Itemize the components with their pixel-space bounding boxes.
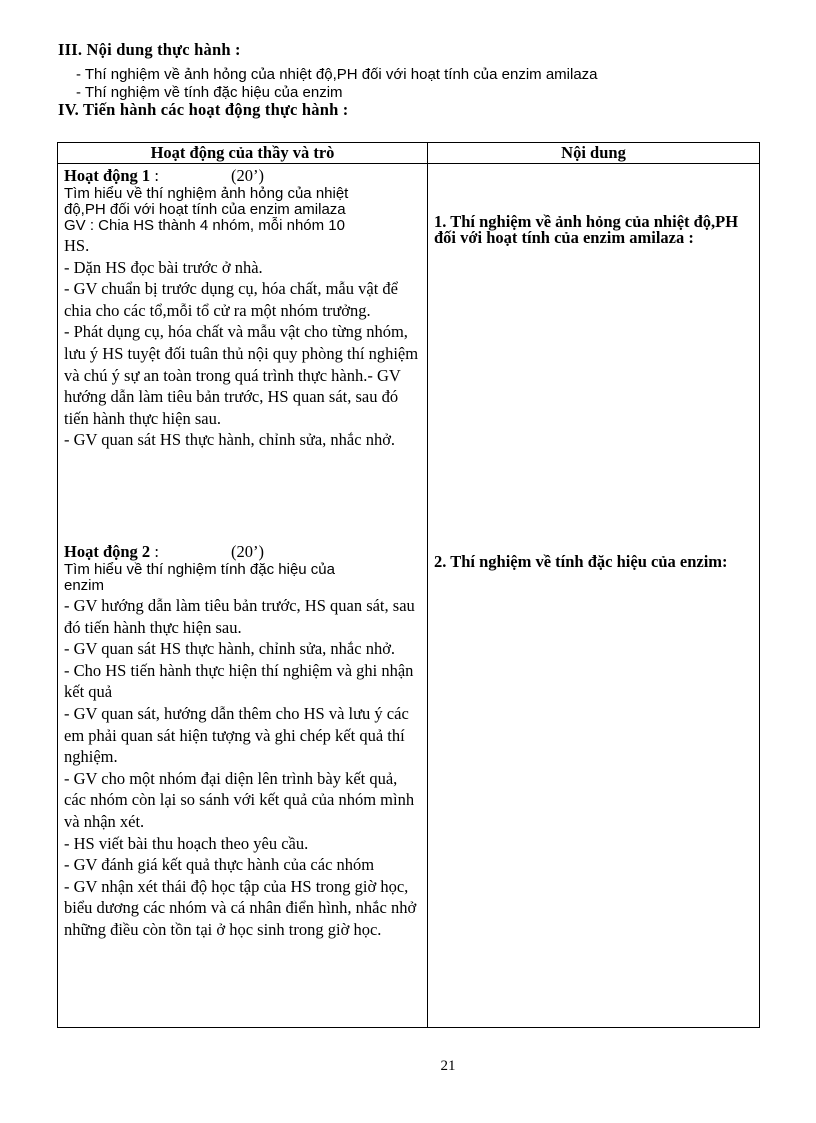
- activity-1: [64, 166, 421, 451]
- activity-1-step: - GV quan sát HS thực hành, chỉnh sửa, nhắc nhở.: [64, 430, 396, 450]
- activity-2: [64, 542, 421, 941]
- content-cell: [428, 164, 760, 1028]
- activity-2-step: - GV quan sát, hướng dẫn thêm cho HS và lưu ý các em phải quan sát hiện tượng và ghi chép kết quả thí nghiệm.: [64, 703, 409, 767]
- content-cell-inner: [428, 164, 759, 1027]
- activity-1-topic: [64, 186, 421, 234]
- activities-cell-inner: [58, 164, 427, 1027]
- activity-1-topic-line: GV : Chia HS thành 4 nhóm, mỗi nhóm 10: [64, 217, 345, 234]
- activity-1-time: (20’): [231, 166, 264, 185]
- content-heading-1: 1. Thí nghiệm về ảnh hỏng của nhiệt độ,PH đối với hoạt tính của enzim amilaza :: [434, 212, 739, 247]
- content-heading-2: 2. Thí nghiệm về tính đặc hiệu của enzim:: [434, 552, 728, 571]
- activity-2-suffix: :: [150, 542, 159, 561]
- activity-2-time: (20’): [231, 542, 264, 561]
- activity-2-step: - GV hướng dẫn làm tiêu bản trước, HS quan sát, sau đó tiến hành thực hiện sau.: [64, 596, 415, 637]
- activity-2-step: - GV quan sát HS thực hành, chỉnh sửa, nhắc nhở.: [64, 639, 396, 659]
- activity-1-steps: [64, 235, 421, 451]
- activity-1-step: - Phát dụng cụ, hóa chất và mẫu vật cho từng nhóm, lưu ý HS tuyệt đối tuân thủ nội quy phòng thí nghiệm và chú ý sự an toàn trong quá trình thực hành.- GV hướng dẫn làm tiêu bản trước, HS quan sát, sau đó tiến hành thực hiện sau.: [64, 322, 419, 428]
- activity-2-heading: [64, 542, 159, 561]
- activities-cell: [58, 164, 428, 1028]
- section3-heading: III. Nội dung thực hành :: [58, 40, 241, 59]
- activity-1-label: Hoạt động 1: [64, 166, 151, 185]
- activity-1-step: HS.: [64, 236, 90, 255]
- activity-2-label: Hoạt động 2: [64, 542, 151, 561]
- activity-1-topic-line: Tìm hiểu về thí nghiệm ảnh hỏng của nhiệt: [64, 185, 349, 202]
- activity-2-topic-line: enzim: [64, 577, 105, 594]
- activity-2-step: - GV đánh giá kết quả thực hành của các nhóm: [64, 855, 375, 875]
- page-number: 21: [440, 1058, 456, 1074]
- col-header-content: Nội dung: [428, 143, 760, 164]
- activity-2-steps: [64, 595, 421, 941]
- bullet-1: - Thí nghiệm về ảnh hỏng của nhiệt độ,PH đối với hoạt tính của enzim amilaza: [76, 66, 598, 83]
- activity-1-step: - Dặn HS đọc bài trước ở nhà.: [64, 257, 263, 277]
- activity-table: [57, 142, 760, 1028]
- activity-1-topic-line: độ,PH đối với hoạt tính của enzim amilaza: [64, 201, 346, 218]
- activity-2-step: - HS viết bài thu hoạch theo yêu cầu.: [64, 833, 309, 853]
- activity-2-step: - GV cho một nhóm đại diện lên trình bày kết quả, các nhóm còn lại so sánh với kết quả của nhóm mình và nhận xét.: [64, 768, 415, 831]
- bullet-2: - Thí nghiệm về tính đặc hiệu của enzim: [76, 84, 343, 101]
- activity-1-step: - GV chuẩn bị trước dụng cụ, hóa chất, mẫu vật để chia cho các tổ,mỗi tổ cử ra một nhóm trưởng.: [64, 279, 398, 320]
- table-header-row: [58, 143, 760, 164]
- activity-2-step: - GV nhận xét thái độ học tập của HS trong giờ học, biểu dương các nhóm và cá nhân điển hình, nhắc nhở những điều còn tồn tại ở học sinh trong giờ học.: [64, 876, 417, 939]
- activity-2-topic-line: Tìm hiểu về thí nghiệm tính đặc hiệu của: [64, 561, 335, 578]
- table-body-row: [58, 164, 760, 1028]
- activity-2-step: - Cho HS tiến hành thực hiện thí nghiệm và ghi nhận kết quả: [64, 660, 414, 702]
- col-header-activities: Hoạt động của thầy và trò: [58, 143, 428, 164]
- activity-1-suffix: :: [150, 166, 159, 185]
- activity-1-heading: [64, 166, 159, 185]
- section4-heading: IV. Tiến hành các hoạt động thực hành :: [58, 100, 349, 119]
- activity-2-topic: [64, 562, 421, 594]
